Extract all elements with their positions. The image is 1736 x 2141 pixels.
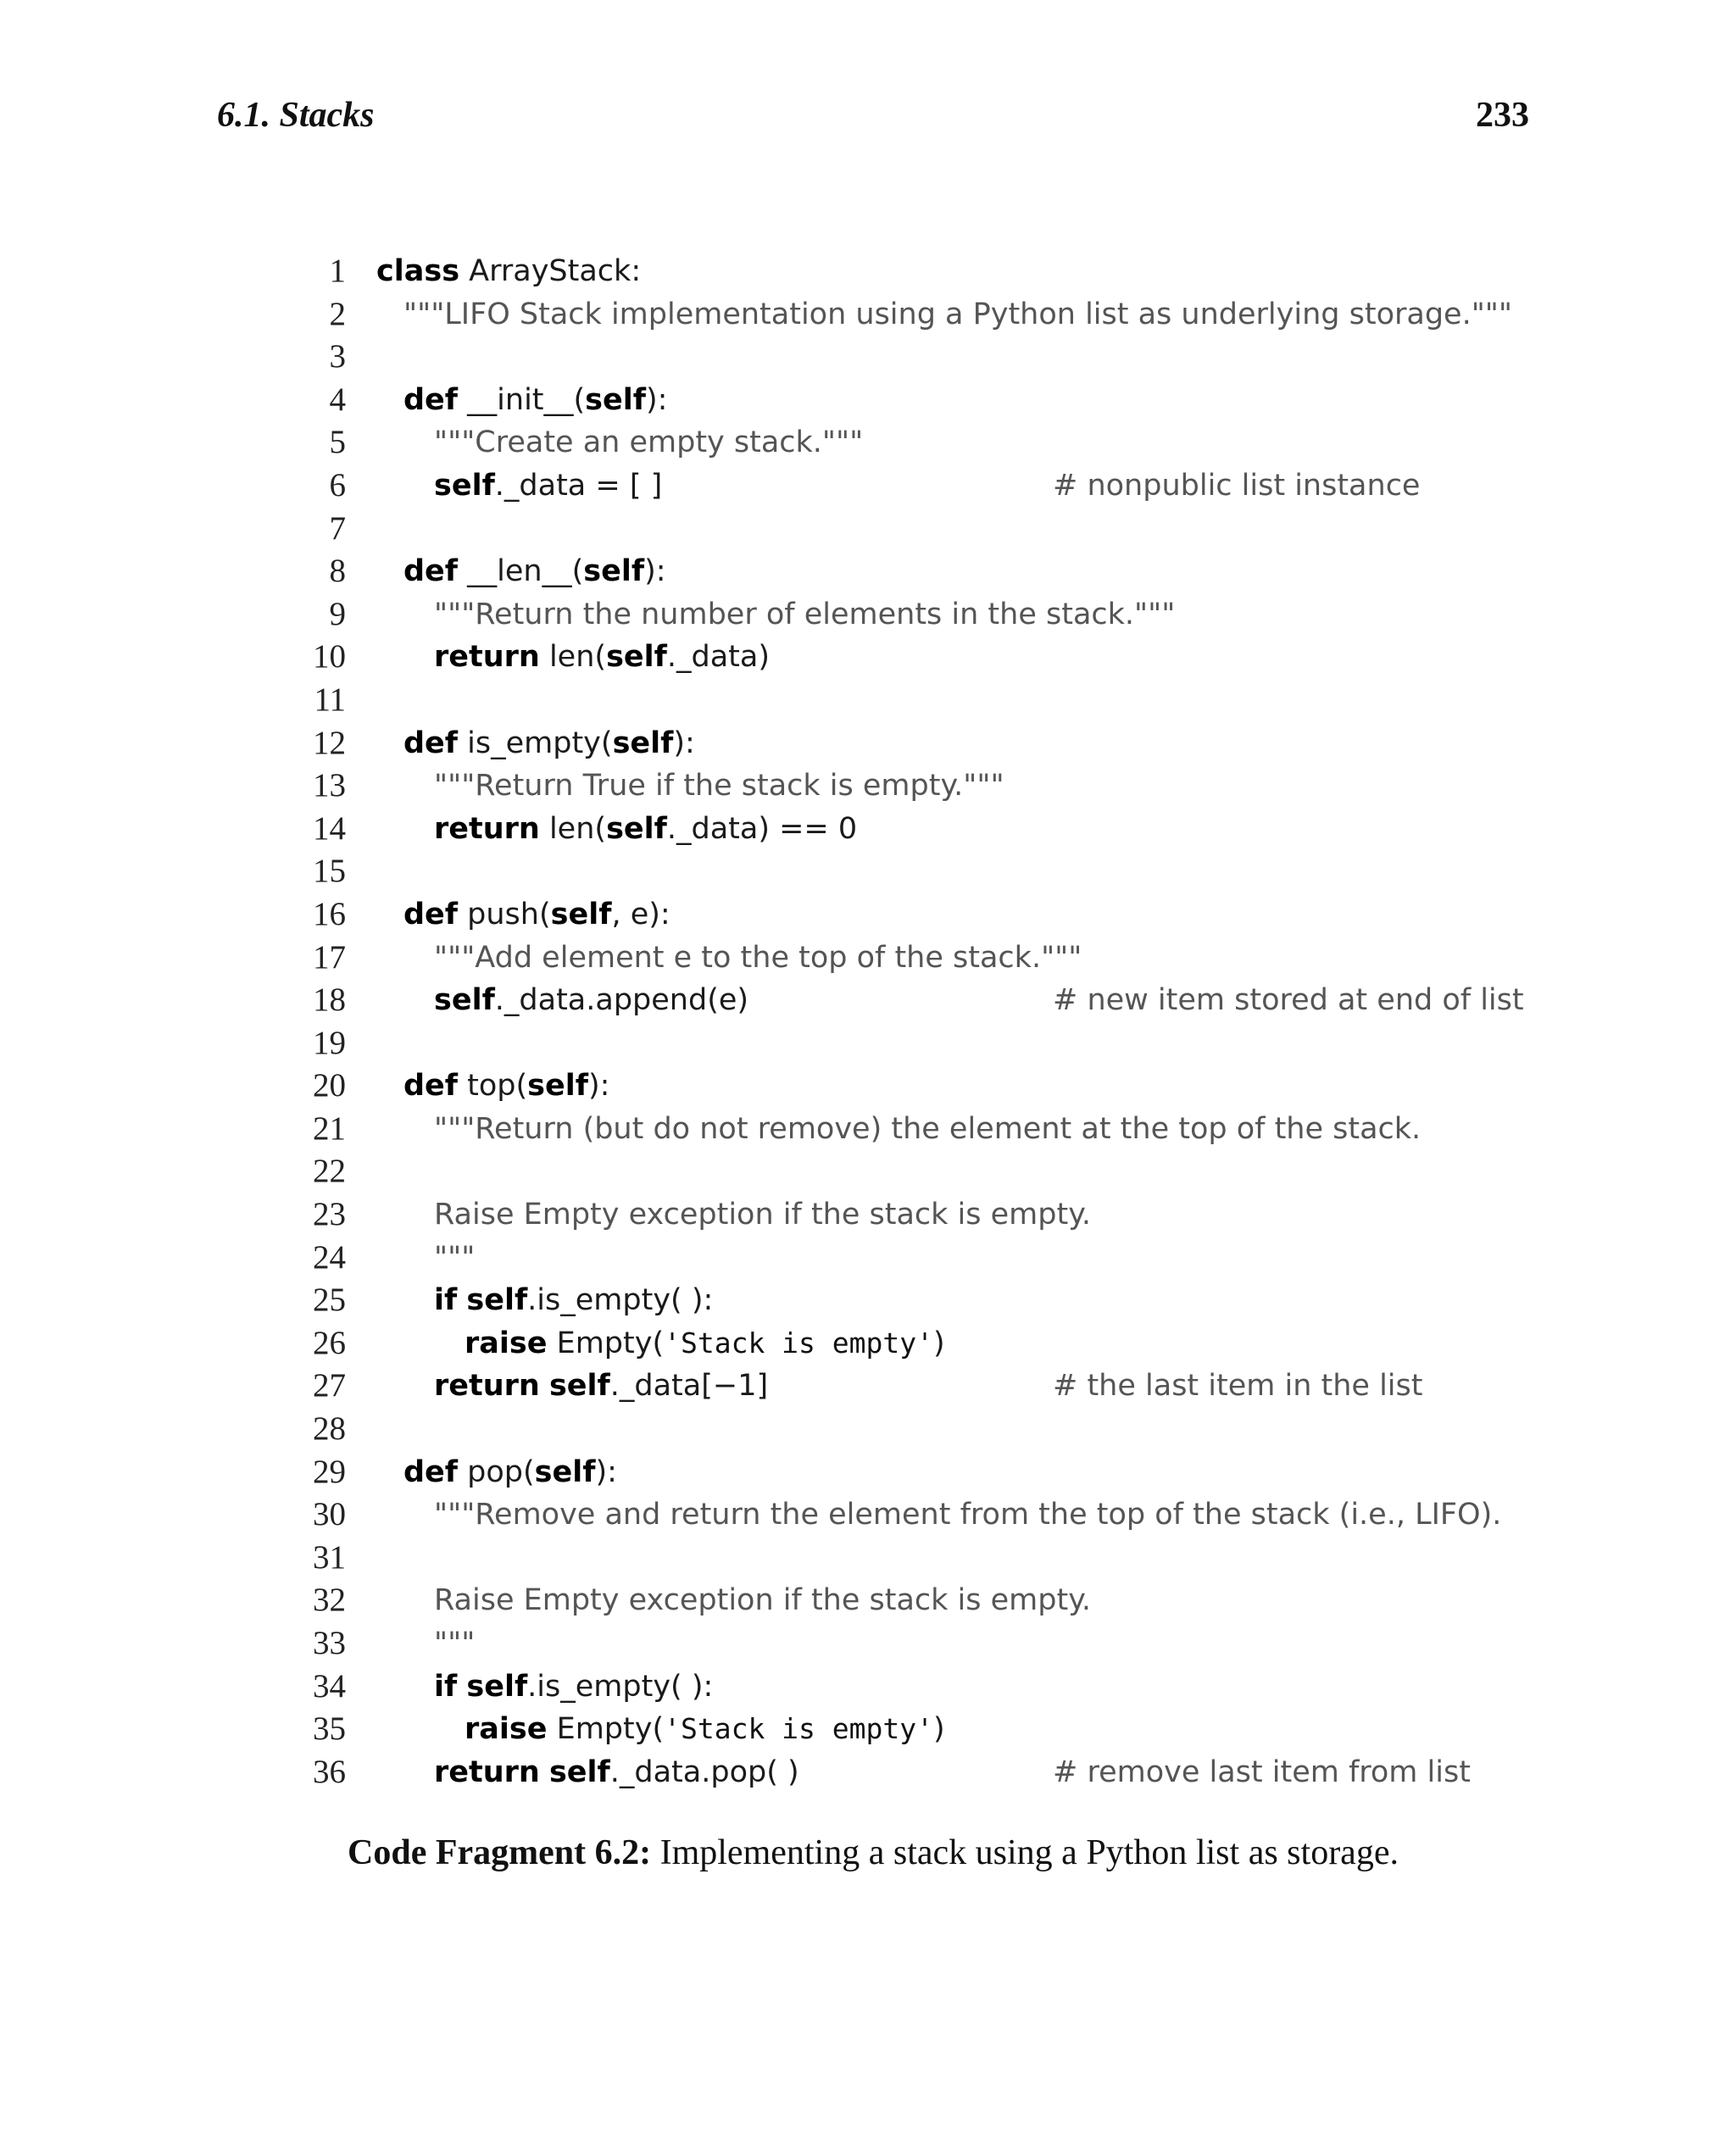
line-number: 7 xyxy=(329,509,346,547)
line-number: 18 xyxy=(313,982,346,1019)
line-number: 26 xyxy=(313,1324,346,1361)
docstring: """ xyxy=(434,1240,476,1275)
docstring: Raise Empty exception if the stack is empty. xyxy=(434,1583,1092,1618)
code-text: def __len__(self): xyxy=(403,554,666,589)
code-line xyxy=(297,1493,1534,1537)
code-line xyxy=(297,1408,1534,1451)
caption-label: Code Fragment 6.2: xyxy=(348,1833,652,1872)
line-number: 6 xyxy=(329,466,346,503)
line-number: 32 xyxy=(313,1582,346,1619)
line-number: 28 xyxy=(313,1410,346,1448)
code-line xyxy=(297,679,1534,722)
code-line xyxy=(297,1237,1534,1280)
code-line xyxy=(297,593,1534,637)
code-line xyxy=(297,250,1534,293)
docstring: """ xyxy=(434,1627,476,1660)
line-number: 13 xyxy=(313,767,346,804)
caption-text: Implementing a stack using a Python list as storage. xyxy=(651,1833,1399,1872)
code-line xyxy=(297,850,1534,893)
line-number: 34 xyxy=(313,1667,346,1704)
code-line xyxy=(297,636,1534,679)
code-line xyxy=(297,937,1534,980)
code-line xyxy=(297,722,1534,765)
line-number: 4 xyxy=(329,381,346,418)
line-number: 1 xyxy=(329,253,346,289)
line-number: 35 xyxy=(313,1710,346,1748)
docstring: """LIFO Stack implementation using a Python list as underlying storage.""" xyxy=(403,297,1512,331)
code-line xyxy=(297,1322,1534,1365)
code-line xyxy=(297,1622,1534,1666)
code-text: class ArrayStack: xyxy=(376,254,642,288)
line-number: 20 xyxy=(313,1067,346,1104)
line-number: 23 xyxy=(313,1196,346,1233)
code-text: self._data = [ ] xyxy=(434,468,663,503)
code-listing xyxy=(297,250,1534,1793)
line-number: 33 xyxy=(313,1625,346,1661)
line-number: 3 xyxy=(329,338,346,375)
code-text: if self.is_empty( ): xyxy=(434,1283,714,1318)
code-line xyxy=(297,379,1534,422)
line-number: 5 xyxy=(329,424,346,461)
code-text: def __init__(self): xyxy=(403,382,668,417)
line-number: 30 xyxy=(313,1496,346,1533)
line-number: 14 xyxy=(313,809,346,847)
code-line xyxy=(297,508,1534,551)
code-line xyxy=(297,765,1534,808)
line-number: 25 xyxy=(313,1282,346,1319)
code-comment: # remove last item from list xyxy=(1053,1755,1471,1789)
code-line xyxy=(297,336,1534,379)
code-comment: # nonpublic list instance xyxy=(1053,468,1421,503)
line-number: 19 xyxy=(313,1024,346,1061)
line-number: 29 xyxy=(313,1453,346,1490)
code-text: def top(self): xyxy=(403,1069,610,1104)
docstring: """Remove and return the element from the top of the stack (i.e., LIFO). xyxy=(434,1498,1502,1532)
code-line xyxy=(297,1451,1534,1494)
code-text: return len(self._data) xyxy=(434,640,770,675)
code-line xyxy=(297,464,1534,508)
line-number: 27 xyxy=(313,1367,346,1404)
code-text: return len(self._data) == 0 xyxy=(434,811,858,846)
docstring: """Add element e to the top of the stack.""" xyxy=(434,940,1082,975)
code-line xyxy=(297,1751,1534,1794)
code-line xyxy=(297,1666,1534,1709)
line-number: 21 xyxy=(313,1109,346,1147)
code-line xyxy=(297,421,1534,464)
code-line xyxy=(297,1279,1534,1322)
line-number: 24 xyxy=(313,1238,346,1276)
line-number: 16 xyxy=(313,895,346,932)
line-number: 2 xyxy=(329,295,346,332)
code-text: if self.is_empty( ): xyxy=(434,1669,714,1704)
page-header xyxy=(217,95,1529,146)
code-text: def pop(self): xyxy=(403,1454,617,1489)
section-title: 6.1. Stacks xyxy=(217,96,375,135)
line-number: 8 xyxy=(329,553,346,590)
code-text: raise Empty('Stack is empty') xyxy=(465,1712,945,1747)
code-text: def is_empty(self): xyxy=(403,726,695,760)
docstring: Raise Empty exception if the stack is empty. xyxy=(434,1198,1092,1232)
docstring: """Return (but do not remove) the element at the top of the stack. xyxy=(434,1111,1422,1146)
code-line xyxy=(297,1022,1534,1065)
line-number: 22 xyxy=(313,1153,346,1190)
code-line xyxy=(297,1065,1534,1108)
line-number: 31 xyxy=(313,1538,346,1576)
line-number: 11 xyxy=(314,681,346,718)
code-line xyxy=(297,1537,1534,1580)
line-number: 15 xyxy=(313,853,346,890)
docstring: """Return the number of elements in the stack.""" xyxy=(434,597,1176,631)
code-line xyxy=(297,1708,1534,1751)
code-text: return self._data[−1] xyxy=(434,1369,769,1404)
code-line xyxy=(297,293,1534,336)
code-line xyxy=(297,1150,1534,1193)
code-text: raise Empty('Stack is empty') xyxy=(465,1326,945,1360)
line-number: 36 xyxy=(313,1753,346,1790)
line-number: 12 xyxy=(313,724,346,761)
line-number: 9 xyxy=(329,595,346,632)
code-text: return self._data.pop( ) xyxy=(434,1755,799,1789)
code-comment: # new item stored at end of list xyxy=(1053,983,1524,1018)
code-text: def push(self, e): xyxy=(403,897,670,931)
code-line xyxy=(297,979,1534,1022)
code-line xyxy=(297,1193,1534,1237)
code-comment: # the last item in the list xyxy=(1053,1369,1423,1404)
page-number: 233 xyxy=(1476,96,1529,135)
code-line xyxy=(297,808,1534,851)
code-text: self._data.append(e) xyxy=(434,983,749,1018)
docstring: """Create an empty stack.""" xyxy=(434,425,864,460)
docstring: """Return True if the stack is empty.""" xyxy=(434,769,1004,804)
line-number: 17 xyxy=(313,938,346,976)
code-caption xyxy=(217,1832,1529,1873)
line-number: 10 xyxy=(313,638,346,676)
code-line xyxy=(297,550,1534,593)
code-line xyxy=(297,1365,1534,1408)
code-line xyxy=(297,893,1534,937)
code-line xyxy=(297,1108,1534,1151)
code-line xyxy=(297,1579,1534,1622)
